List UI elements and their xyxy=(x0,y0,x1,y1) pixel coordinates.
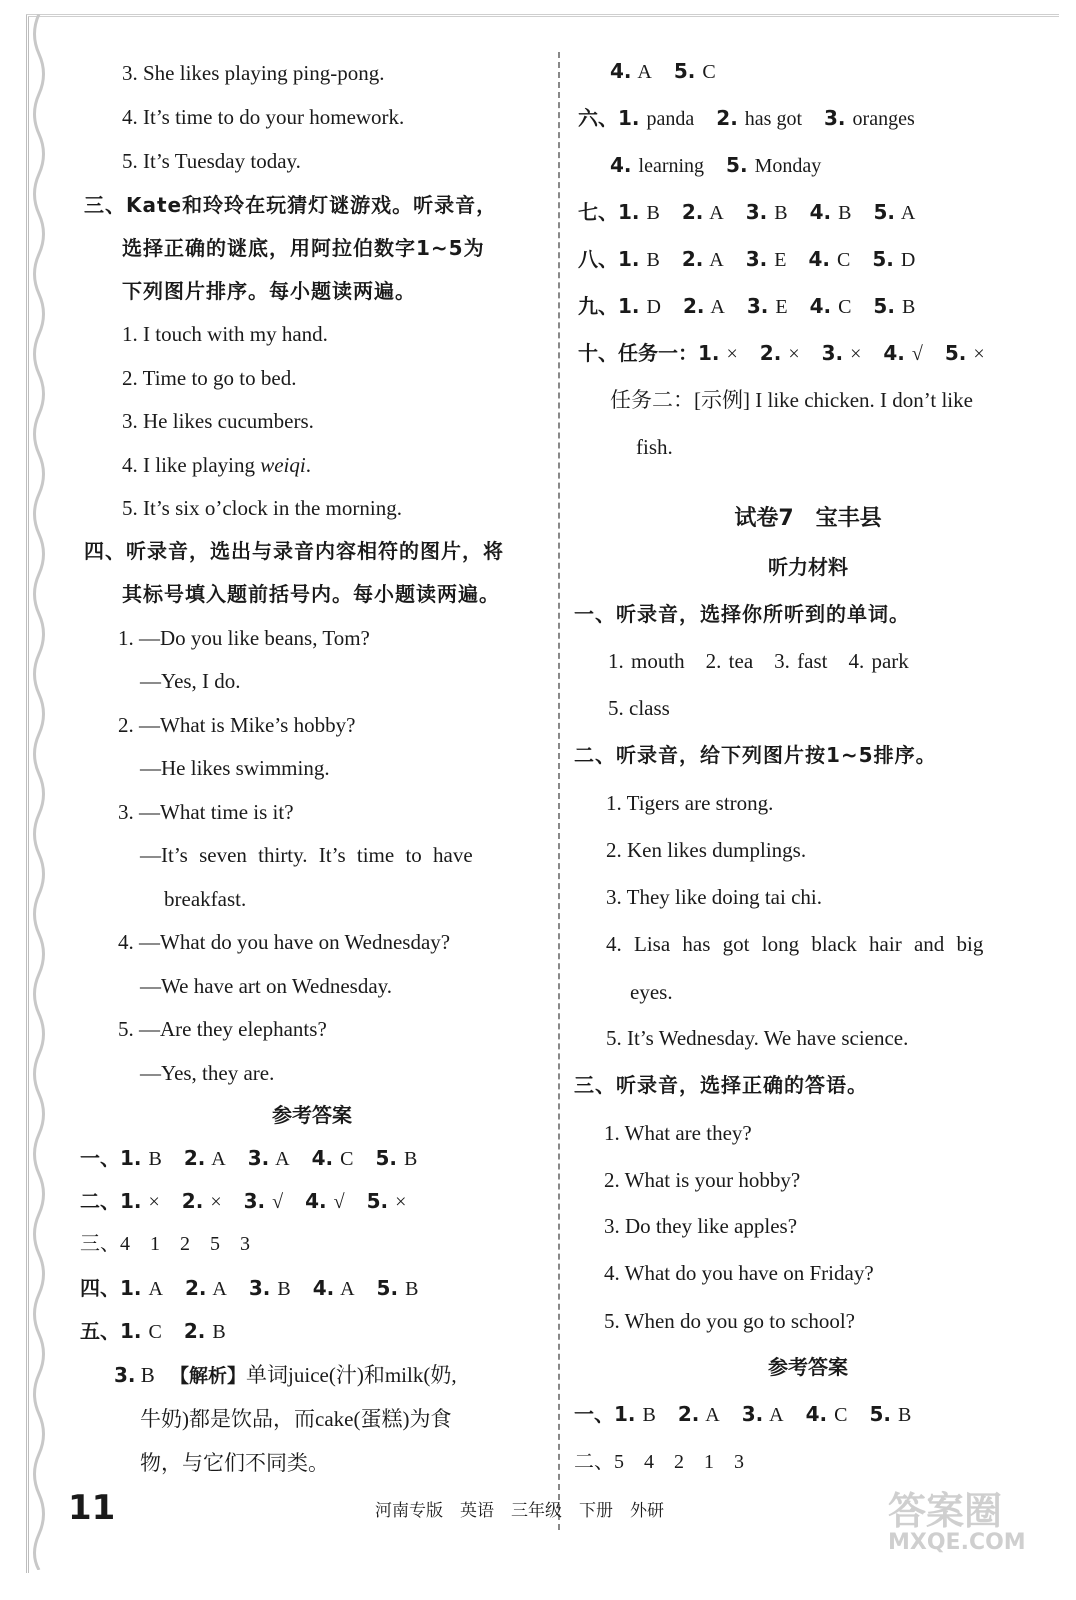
answer-row xyxy=(578,244,937,275)
answer-number: 2. xyxy=(682,294,705,318)
italic-word: weiqi xyxy=(260,453,306,477)
text-line: 5. class xyxy=(608,696,670,720)
answer-value: oranges xyxy=(847,108,915,130)
answer-row xyxy=(578,338,1007,369)
answer-number: 3. xyxy=(746,294,769,318)
answer-value: B xyxy=(143,1148,162,1170)
answer-number: 4. xyxy=(312,1276,335,1300)
answer-value: B xyxy=(769,202,788,224)
answer-value: A xyxy=(896,202,916,224)
answer-prefix: 四、 xyxy=(80,1276,120,1300)
paper-title: 试卷7 宝丰县 xyxy=(734,506,882,531)
answer-row xyxy=(610,150,843,181)
answer-prefix: 六、 xyxy=(578,106,618,130)
answer-number: 5. xyxy=(944,341,967,365)
answer-number: 3. xyxy=(243,1189,266,1213)
answer-number: 4. xyxy=(311,1146,334,1170)
answer-value: × xyxy=(143,1191,160,1213)
text-line: 5. It’s Tuesday today. xyxy=(122,149,301,173)
answer-prefix: 十、任务一： xyxy=(578,341,698,365)
answer-value: E xyxy=(770,296,788,318)
answer-number: 2. xyxy=(181,1189,204,1213)
answer-prefix: 八、 xyxy=(578,247,618,271)
answer-value: √ xyxy=(328,1191,345,1213)
answer-prefix: 一、 xyxy=(574,1402,614,1426)
answer-value: A xyxy=(633,61,652,83)
answer-value: panda xyxy=(641,108,695,130)
text-line: 4. It’s time to do your homework. xyxy=(122,105,405,129)
answer-number: 4. xyxy=(883,341,905,365)
analysis-text: 单词juice(汁)和milk(奶, xyxy=(246,1363,457,1387)
answer-row xyxy=(80,1143,439,1174)
answer-heading: 参考答案 xyxy=(272,1103,352,1127)
answer-number: 3. xyxy=(741,1402,764,1426)
answer-number: 5. xyxy=(872,247,894,271)
answer-value: × xyxy=(205,1191,222,1213)
watermark-logo xyxy=(888,1480,1038,1560)
answer-number: 3. xyxy=(745,247,768,271)
answer-value: Monday xyxy=(749,155,822,177)
answer-number: 2. xyxy=(677,1402,700,1426)
answer-row xyxy=(578,103,937,134)
answer-value: A xyxy=(208,1278,227,1300)
answer-value: A xyxy=(336,1278,355,1300)
answer-number: 2. xyxy=(183,1146,206,1170)
answer-row: 三、4 1 2 5 3 xyxy=(80,1233,250,1255)
answer-value: C xyxy=(335,1148,354,1170)
answer-value: A xyxy=(705,202,724,224)
text-line: 1. What are they? xyxy=(604,1121,752,1145)
answer-value: × xyxy=(783,343,800,365)
text-line: —He likes swimming. xyxy=(140,756,330,780)
text-line: 4. —What do you have on Wednesday? xyxy=(118,930,451,954)
answer-number: 5. xyxy=(726,153,748,177)
answer-value: A xyxy=(705,249,724,271)
answer-number: 5. xyxy=(869,1402,891,1426)
answer-value: B xyxy=(641,249,660,271)
footer-edition-info: 河南专版 英语 三年级 下册 外研 xyxy=(375,1501,664,1521)
answer-row xyxy=(578,197,937,228)
answer-value: C xyxy=(697,61,716,83)
text-line: 5. It’s six o’clock in the morning. xyxy=(122,496,402,520)
answer-heading: 参考答案 xyxy=(768,1355,848,1379)
text-line: 任务二：[示例] I like chicken. I don’t like xyxy=(610,388,973,412)
text-line: 2. What is your hobby? xyxy=(604,1168,801,1192)
watermark-text: 答案圈 xyxy=(888,1489,1003,1533)
answer-value: √ xyxy=(906,343,923,365)
text-line: 2. Ken likes dumplings. xyxy=(606,838,807,862)
answer-row xyxy=(80,1316,248,1347)
answer-row xyxy=(578,291,937,322)
text-line: 3. She likes playing ping-pong. xyxy=(122,61,385,85)
watermark-url: MXQE.COM xyxy=(888,1530,1026,1555)
column-divider xyxy=(558,52,560,1530)
text-line: breakfast. xyxy=(164,887,247,911)
text-span: 4. I like playing xyxy=(122,453,261,477)
answer-value: B xyxy=(140,1363,155,1387)
answer-number: 1. xyxy=(618,106,640,130)
text-line: 1. —Do you like beans, Tom? xyxy=(118,626,370,650)
answer-number: 2. xyxy=(681,247,704,271)
section-heading: 三、Kate和玲玲在玩猜灯谜游戏。听录音， xyxy=(84,193,498,217)
answer-number: 5. xyxy=(375,1146,397,1170)
answer-value: C xyxy=(143,1321,162,1343)
text-line: 3. —What time is it? xyxy=(118,800,294,824)
answer-value: B xyxy=(272,1278,291,1300)
answer-prefix: 七、 xyxy=(578,200,618,224)
answer-number: 3. xyxy=(821,341,844,365)
answer-number: 4. xyxy=(610,59,632,83)
answer-number: 5. xyxy=(376,1276,399,1300)
text-line: fish. xyxy=(636,435,673,459)
answer-row xyxy=(80,1273,440,1304)
text-line: 2. —What is Mike’s hobby? xyxy=(118,713,356,737)
answer-value: D xyxy=(641,296,661,318)
answer-row xyxy=(610,56,738,87)
answer-prefix: 一、 xyxy=(80,1146,120,1170)
analysis-tag: 【解析】 xyxy=(170,1365,247,1387)
answer-number: 1. xyxy=(120,1189,142,1213)
section-heading: 一、听录音，选择你所听到的单词。 xyxy=(574,602,910,626)
answer-number: 4. xyxy=(805,1402,828,1426)
answer-number: 1. xyxy=(698,341,720,365)
text-line: 5. When do you go to school? xyxy=(604,1309,855,1333)
answer-row: 二、5 4 2 1 3 xyxy=(574,1451,744,1473)
text-line: 3. He likes cucumbers. xyxy=(122,409,314,433)
answer-number: 1. xyxy=(618,247,640,271)
answer-value: A xyxy=(271,1148,290,1170)
answer-number: 3. xyxy=(114,1363,136,1387)
text-line: eyes. xyxy=(630,980,673,1004)
text-line: 1. Tigers are strong. xyxy=(606,791,774,815)
text-line: —We have art on Wednesday. xyxy=(140,974,393,998)
answer-number: 1. xyxy=(120,1146,142,1170)
text-line: 1. mouth 2. tea 3. fast 4. park xyxy=(608,649,909,673)
text-line: 3. Do they like apples? xyxy=(604,1214,798,1238)
answer-number: 4. xyxy=(809,294,832,318)
section-heading: 二、听录音，给下列图片按1~5排序。 xyxy=(574,743,937,767)
answer-row xyxy=(80,1186,428,1217)
answer-value: √ xyxy=(267,1191,284,1213)
answer-value: B xyxy=(207,1321,226,1343)
answer-value: learning xyxy=(633,155,705,177)
text-line: 3. They like doing tai chi. xyxy=(606,885,822,909)
answer-number: 2. xyxy=(716,106,738,130)
answer-prefix: 二、 xyxy=(80,1189,120,1213)
answer-number: 4. xyxy=(610,153,632,177)
answer-value: D xyxy=(895,249,916,271)
answer-number: 3. xyxy=(745,200,768,224)
answer-row xyxy=(574,1399,933,1430)
answer-value: B xyxy=(637,1404,656,1426)
answer-value: A xyxy=(765,1404,784,1426)
left-wavy-border xyxy=(28,14,50,1570)
answer-value: A xyxy=(207,1148,226,1170)
section-heading: 四、听录音，选出与录音内容相符的图片，将 xyxy=(84,539,504,563)
text-line: 4. Lisa has got long black hair and big xyxy=(606,932,984,956)
answer-value: E xyxy=(769,249,787,271)
page-number: 11 xyxy=(68,1488,116,1528)
answer-value: B xyxy=(400,1278,419,1300)
answer-value: B xyxy=(833,202,852,224)
answer-value: × xyxy=(968,343,985,365)
answer-value: × xyxy=(845,343,862,365)
text-line: 5. —Are they elephants? xyxy=(118,1017,327,1041)
section-heading-cont: 下列图片排序。每小题读两遍。 xyxy=(122,279,416,303)
answer-number: 4. xyxy=(808,247,830,271)
answer-prefix: 五、 xyxy=(80,1319,120,1343)
text-line: 5. It’s Wednesday. We have science. xyxy=(606,1026,909,1050)
answer-value: C xyxy=(829,1404,848,1426)
analysis-text: 物，与它们不同类。 xyxy=(140,1451,329,1475)
answer-number: 3. xyxy=(248,1276,271,1300)
answer-number: 3. xyxy=(824,106,846,130)
text-line: 1. I touch with my hand. xyxy=(122,322,328,346)
text-span: . xyxy=(305,453,311,477)
answer-number: 1. xyxy=(618,200,640,224)
answer-value: C xyxy=(833,296,852,318)
text-line: 2. Time to go to bed. xyxy=(122,366,297,390)
answer-value: × xyxy=(390,1191,407,1213)
answer-prefix: 九、 xyxy=(578,294,618,318)
answer-number: 2. xyxy=(759,341,782,365)
section-heading-cont: 选择正确的谜底，用阿拉伯数字1~5为 xyxy=(122,236,485,260)
answer-value: × xyxy=(721,343,738,365)
text-line xyxy=(122,450,311,480)
analysis-text: 牛奶)都是饮品，而cake(蛋糕)为食 xyxy=(140,1407,452,1431)
answer-explanation xyxy=(114,1360,457,1391)
answer-number: 5. xyxy=(673,59,696,83)
answer-value: B xyxy=(398,1148,418,1170)
answer-number: 1. xyxy=(614,1402,636,1426)
answer-value: B xyxy=(896,296,916,318)
answer-number: 5. xyxy=(873,200,895,224)
text-line: —It’s seven thirty. It’s time to have xyxy=(140,843,473,867)
answer-value: has got xyxy=(739,108,803,130)
answer-value: B xyxy=(892,1404,912,1426)
answer-number: 5. xyxy=(366,1189,389,1213)
text-line: 4. What do you have on Friday? xyxy=(604,1261,874,1285)
section-subtitle: 听力材料 xyxy=(768,555,848,579)
answer-number: 5. xyxy=(873,294,895,318)
answer-number: 2. xyxy=(184,1276,207,1300)
answer-number: 1. xyxy=(618,294,640,318)
answer-value: A xyxy=(143,1278,163,1300)
answer-number: 1. xyxy=(120,1319,142,1343)
text-line: —Yes, I do. xyxy=(140,669,241,693)
answer-number: 3. xyxy=(247,1146,270,1170)
answer-value: C xyxy=(831,249,851,271)
answer-number: 4. xyxy=(809,200,832,224)
answer-number: 2. xyxy=(183,1319,206,1343)
answer-number: 1. xyxy=(120,1276,142,1300)
section-heading-cont: 其标号填入题前括号内。每小题读两遍。 xyxy=(122,582,500,606)
text-line: —Yes, they are. xyxy=(140,1061,275,1085)
section-heading: 三、听录音，选择正确的答语。 xyxy=(574,1073,868,1097)
answer-value: B xyxy=(641,202,660,224)
answer-value: A xyxy=(706,296,725,318)
answer-number: 2. xyxy=(681,200,704,224)
answer-value: A xyxy=(701,1404,720,1426)
answer-number: 4. xyxy=(305,1189,327,1213)
